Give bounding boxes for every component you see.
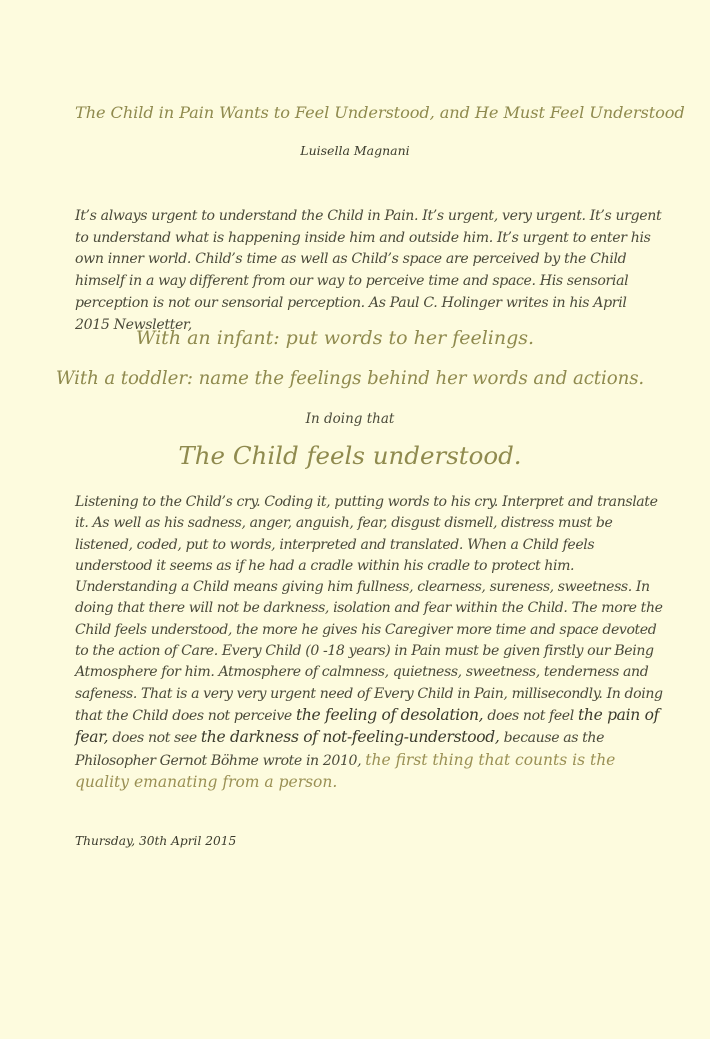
document-date: Thursday, 30th April 2015: [75, 834, 237, 848]
feels-understood-heading: The Child feels understood.: [178, 441, 522, 470]
intro-paragraph: It’s always urgent to understand the Child in Pain. It’s urgent, very urgent. It’s urgent to understand what is happening inside him and outside him. It’s urgent to enter his own inner world. Child’s time as well as Child’s space are perceived by the Child himself in a way different from our way to perceive time and space. His sensorial perception is not our sensorial perception. As Paul C. Holinger writes in his April 2015 Newsletter,: [75, 208, 662, 333]
emphasis-darkness: the darkness of not-feeling-understood,: [200, 728, 500, 747]
author-name: Luisella Magnani: [300, 143, 410, 158]
connector-text-3: because as the Philosopher Gernot Böhme wrote in 2010,: [75, 730, 605, 769]
emphasis-pain-of-fear: the pain of fear,: [75, 705, 660, 747]
main-paragraph: [75, 492, 665, 794]
connector-text-2: does not see: [112, 730, 197, 747]
main-paragraph-text: Listening to the Child’s cry. Coding it, putting words to his cry. Interpret and translate it. As well as his sadness, anger, anguish, fear, disgust dismell, distress must be listened, coded, put to words, interpreted and translated. When a Child feels understood it seems as if he had a cradle within his cradle to protect him. Understanding a Child means giving him fullness, clearness, sureness, sweetness. In doing that there will not be darkness, isolation and fear within the Child. The more the Child feels understood, the more he gives his Caregiver more time and space devoted to the action of Care. Every Child (0 -18 years) in Pain must be given firstly our Being Atmosphere for him. Atmosphere of calmness, quietness, sweetness, tenderness and safeness. That is a very very urgent need of Every Child in Pain, millisecondly. In doing that the Child does not perceive: [75, 494, 663, 724]
in-doing-that-label: In doing that: [305, 411, 395, 427]
closing-quote: the first thing that counts is the quality emanating from a person.: [75, 750, 616, 791]
quote-toddler: With a toddler: name the feelings behind her words and actions.: [55, 368, 645, 389]
document-title: The Child in Pain Wants to Feel Understood, and He Must Feel Understood: [75, 103, 685, 122]
quote-infant: With an infant: put words to her feelings.: [135, 327, 535, 349]
connector-text-1: does not feel: [487, 707, 574, 724]
emphasis-desolation: the feeling of desolation,: [295, 705, 484, 724]
